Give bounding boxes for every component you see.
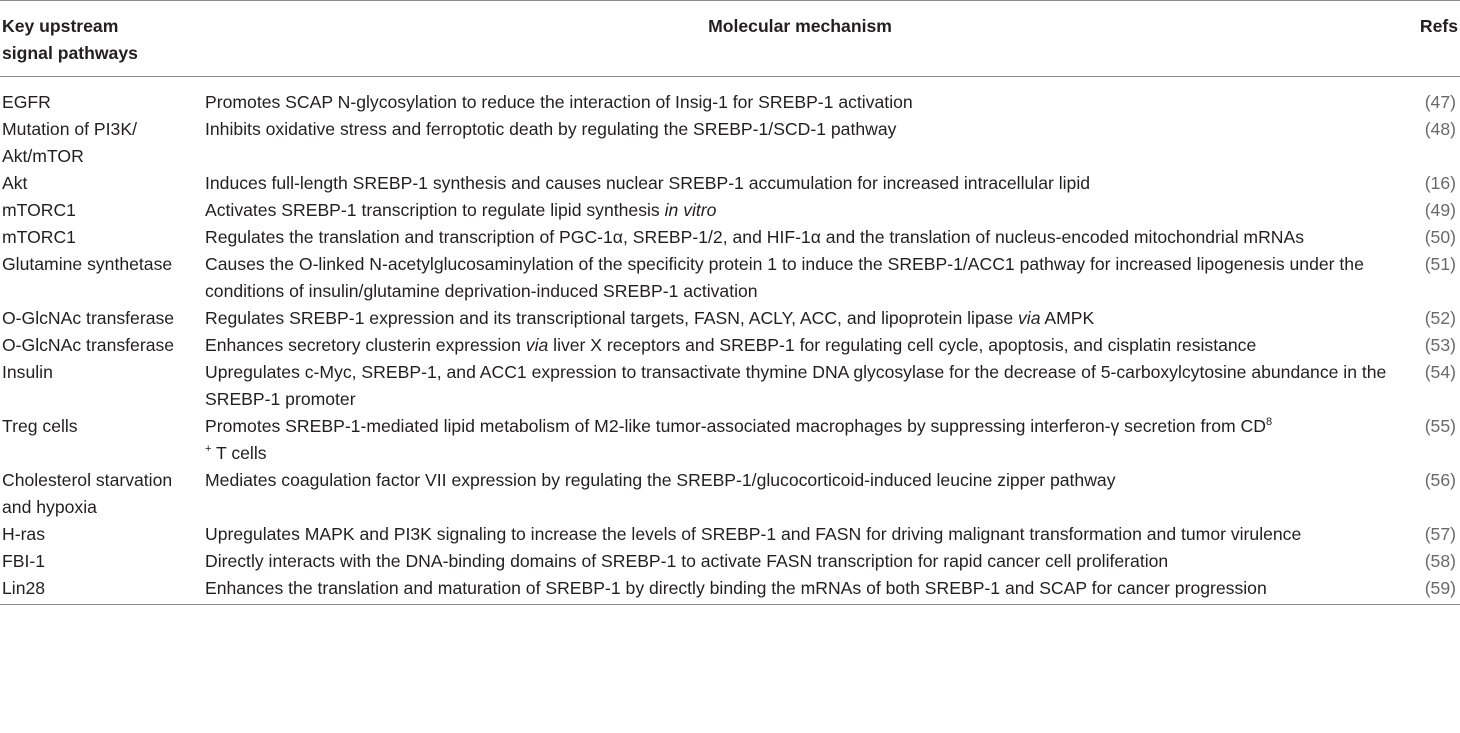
ref-cell: (51) [1424,254,1456,274]
table-body [0,77,1460,605]
pathway-cell: Lin28 [2,578,46,598]
pathway-cell: Insulin [2,362,53,382]
mechanism-cell: Upregulates MAPK and PI3K signaling to increase the levels of SREBP-1 and FASN for driving malignant transformation and tumor virulence [205,524,1302,544]
mechanism-cell: Enhances the translation and maturation of SREBP-1 by directly binding the mRNAs of both SREBP-1 and SCAP for cancer progression [205,578,1267,598]
table-row [0,332,1460,359]
ref-cell: (55) [1424,416,1456,436]
pathway-cell: mTORC1 [2,200,76,220]
ref-cell: (47) [1424,92,1456,112]
pathway-cell: O-GlcNAc transferase [2,335,175,355]
mechanism-cell: Regulates the translation and transcription of PGC-1α, SREBP-1/2, and HIF-1α and the translation of nucleus-encoded mitochondrial mRNAs [205,227,1305,247]
mechanism-cell: Activates SREBP-1 transcription to regulate lipid synthesis in vitro [205,200,717,220]
mechanism-cell: Mediates coagulation factor VII expression by regulating the SREBP-1/glucocorticoid-induced leucine zipper pathway [205,470,1116,490]
pathway-cell: O-GlcNAc transferase [2,308,175,328]
table-row [0,305,1460,332]
pathway-cell: FBI-1 [2,551,46,571]
table-row [0,170,1460,197]
ref-cell: (49) [1424,200,1456,220]
pathway-cell: Akt [2,173,28,193]
table-row [0,521,1460,548]
pathway-cell: Mutation of PI3K/ Akt/mTOR [2,119,137,166]
table-header [0,1,1460,77]
mechanism-cell: Inhibits oxidative stress and ferroptotic death by regulating the SREBP-1/SCD-1 pathway [205,119,897,139]
pathway-cell: Treg cells [2,416,78,436]
pathway-cell: Cholesterol starvation and hypoxia [2,470,173,517]
mechanism-cell: Enhances secretory clusterin expression via liver X receptors and SREBP-1 for regulating cell cycle, apoptosis, and cisplatin resistance [205,335,1257,355]
ref-cell: (50) [1424,227,1456,247]
header-key-upstream [0,1,203,77]
ref-cell: (59) [1424,578,1456,598]
header-molecular-mechanism-label: Molecular mechanism [708,16,892,36]
table-bottom-rule [0,604,1460,605]
header-row [0,1,1460,77]
table-row [0,467,1460,521]
mechanism-cell: Regulates SREBP-1 expression and its transcriptional targets, FASN, ACLY, ACC, and lipoprotein lipase via AMPK [205,308,1095,328]
table-row [0,548,1460,575]
ref-cell: (16) [1424,173,1456,193]
table-row [0,359,1460,413]
table-row [0,224,1460,251]
ref-cell: (52) [1424,308,1456,328]
header-refs [1395,1,1460,77]
mechanism-cell: Directly interacts with the DNA-binding domains of SREBP-1 to activate FASN transcription for rapid cancer cell proliferation [205,551,1169,571]
table-row [0,116,1460,170]
ref-cell: (57) [1424,524,1456,544]
mechanism-cell: Upregulates c-Myc, SREBP-1, and ACC1 expression to transactivate thymine DNA glycosylase for the decrease of 5-carboxylcytosine abundance in the SREBP-1 promoter [205,362,1387,409]
header-refs-label: Refs [1419,16,1458,36]
mechanism-cell: Promotes SREBP-1-mediated lipid metabolism of M2-like tumor-associated macrophages by suppressing interferon-γ secretion from $CD^8$ + T cells [205,416,1273,463]
header-key-upstream-label: Key upstream signal pathways [2,16,138,63]
table-row [0,575,1460,604]
table-row [0,413,1460,467]
ref-cell: (58) [1424,551,1456,571]
ref-cell: (56) [1424,470,1456,490]
pathway-cell: EGFR [2,92,51,112]
pathway-cell: mTORC1 [2,227,76,247]
pathway-cell: H-ras [2,524,46,544]
mechanism-cell: Promotes SCAP N-glycosylation to reduce the interaction of Insig-1 for SREBP-1 activation [205,92,913,112]
table-row [0,197,1460,224]
pathway-cell: Glutamine synthetase [2,254,173,274]
ref-cell: (54) [1424,362,1456,382]
header-molecular-mechanism [203,1,1395,77]
table-row [0,77,1460,117]
ref-cell: (53) [1424,335,1456,355]
mechanism-cell: Induces full-length SREBP-1 synthesis and causes nuclear SREBP-1 accumulation for increased intracellular lipid [205,173,1091,193]
ref-cell: (48) [1424,119,1456,139]
mechanism-cell: Causes the O-linked N-acetylglucosaminylation of the specificity protein 1 to induce the SREBP-1/ACC1 pathway for increased lipogenesis under the conditions of insulin/glutamine deprivation-induced SREBP-1 activation [205,254,1364,301]
table-row [0,251,1460,305]
